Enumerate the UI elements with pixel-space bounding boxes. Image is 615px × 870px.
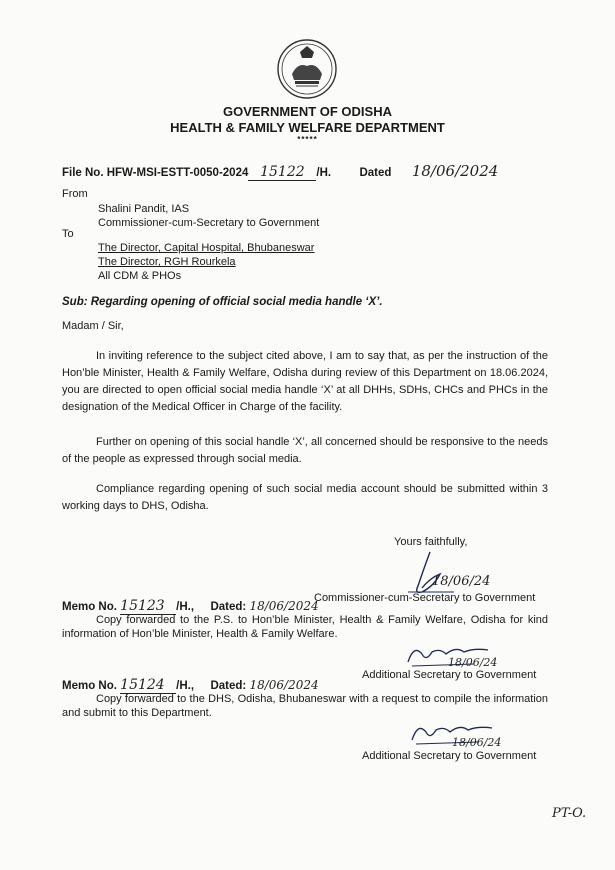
signature-commissioner xyxy=(400,548,460,598)
memo2-number: 15124 xyxy=(120,677,176,694)
memo1-sign-date: 18/06/24 xyxy=(448,656,498,669)
memo1-text: Copy forwarded to the P.S. to Hon’ble Minister, Health & Family Welfare, Odisha for kind information of Hon’ble Minister, Health & Family Welfare. xyxy=(62,614,548,640)
file-number-prefix: File No. HFW-MSI-ESTT-0050-2024 xyxy=(62,167,249,179)
file-date-handwritten: 18/06/2024 xyxy=(411,162,499,180)
memo1-designation: Additional Secretary to Government xyxy=(362,669,537,681)
subject-line: Sub: Regarding opening of official social media handle ‘X’. xyxy=(62,296,383,308)
memo2-text: Copy forwarded to the DHS, Odisha, Bhubaneswar with a request to compile the information and submit to this Department. xyxy=(62,693,548,719)
body-paragraph-1: In inviting reference to the subject cited above, I am to say that, as per the instruction of the Hon’ble Minister, Health & Family Welfare, Odisha during review of this Department on 18.06.2024, you are directed to open official social media handle ‘X’ at all DHHs, SDHs, CHCs and PHCs in the designation of the Medical Officer in Charge of the facility. xyxy=(62,350,548,413)
memo2-designation: Additional Secretary to Government xyxy=(362,750,537,762)
body-paragraph-2: Further on opening of this social handle ‘X’, all concerned should be responsive to the needs of the people as expressed through social media. xyxy=(62,436,548,465)
file-number-suffix: /H. xyxy=(316,167,332,179)
to-label: To xyxy=(62,228,74,240)
recipient-cdm-phos: All CDM & PHOs xyxy=(98,270,182,282)
memo1-label: Memo No. xyxy=(62,601,117,613)
pto-note: PT-O. xyxy=(552,806,587,821)
state-emblem-seal xyxy=(276,38,338,100)
recipient-capital-hospital: The Director, Capital Hospital, Bhubaneswar xyxy=(98,242,315,254)
dated-label: Dated xyxy=(359,167,392,179)
memo2-dated-label: Dated: xyxy=(210,680,247,692)
memo1-number: 15123 xyxy=(120,598,176,615)
signature1-designation: Commissioner-cum-Secretary to Government xyxy=(314,592,536,604)
memo1-date: 18/06/2024 xyxy=(249,599,319,613)
file-number-line xyxy=(62,162,498,181)
from-label: From xyxy=(62,188,88,200)
body-paragraph-3: Compliance regarding opening of such social media account should be submitted within 3 working days to DHS, Odisha. xyxy=(62,483,548,512)
memo2-suffix: /H., xyxy=(176,680,195,692)
header-stars: ***** xyxy=(297,135,318,144)
signature1-date: 18/06/24 xyxy=(432,574,491,589)
file-number-handwritten: 15122 xyxy=(248,164,316,181)
from-name: Shalini Pandit, IAS xyxy=(98,203,190,215)
from-designation: Commissioner-cum-Secretary to Government xyxy=(98,217,320,229)
memo2-date: 18/06/2024 xyxy=(249,678,319,692)
department-title: HEALTH & FAMILY WELFARE DEPARTMENT xyxy=(170,120,445,135)
closing-yours-faithfully: Yours faithfully, xyxy=(394,536,468,548)
recipient-rgh-rourkela: The Director, RGH Rourkela xyxy=(98,256,236,268)
memo1-dated-label: Dated: xyxy=(210,601,247,613)
salutation: Madam / Sir, xyxy=(62,320,124,332)
government-title: GOVERNMENT OF ODISHA xyxy=(222,104,392,119)
memo1-suffix: /H., xyxy=(176,601,195,613)
memo2-sign-date: 18/06/24 xyxy=(452,736,502,749)
memo2-label: Memo No. xyxy=(62,680,117,692)
